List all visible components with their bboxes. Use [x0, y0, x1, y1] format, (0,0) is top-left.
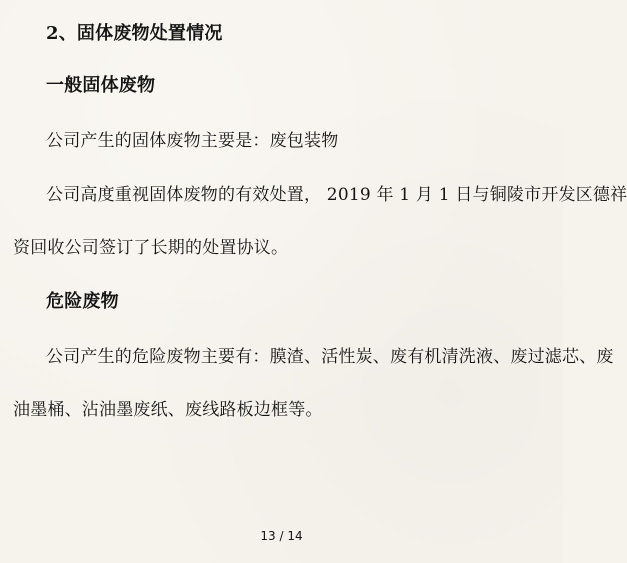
- section-heading: 2、固体废物处置情况: [46, 23, 223, 44]
- general-waste-paragraph-2-line-1: 公司高度重视固体废物的有效处置， 2019 年 1 月 1 日与铜陵市开发区德祥: [46, 185, 627, 205]
- hazardous-waste-heading: 危险废物: [46, 291, 119, 312]
- hazardous-waste-paragraph-line-2: 油墨桶、沾油墨废纸、废线路板边框等。: [13, 400, 323, 420]
- general-waste-paragraph-1: 公司产生的固体废物主要是：废包装物: [46, 131, 339, 151]
- general-waste-heading: 一般固体废物: [46, 75, 156, 96]
- hazardous-waste-paragraph-line-1: 公司产生的危险废物主要有：膜渣、活性炭、废有机清洗液、废过滤芯、废: [46, 347, 614, 367]
- general-waste-paragraph-2-line-2: 资回收公司签订了长期的处置协议。: [13, 238, 289, 258]
- page-number: 13 / 14: [260, 529, 303, 543]
